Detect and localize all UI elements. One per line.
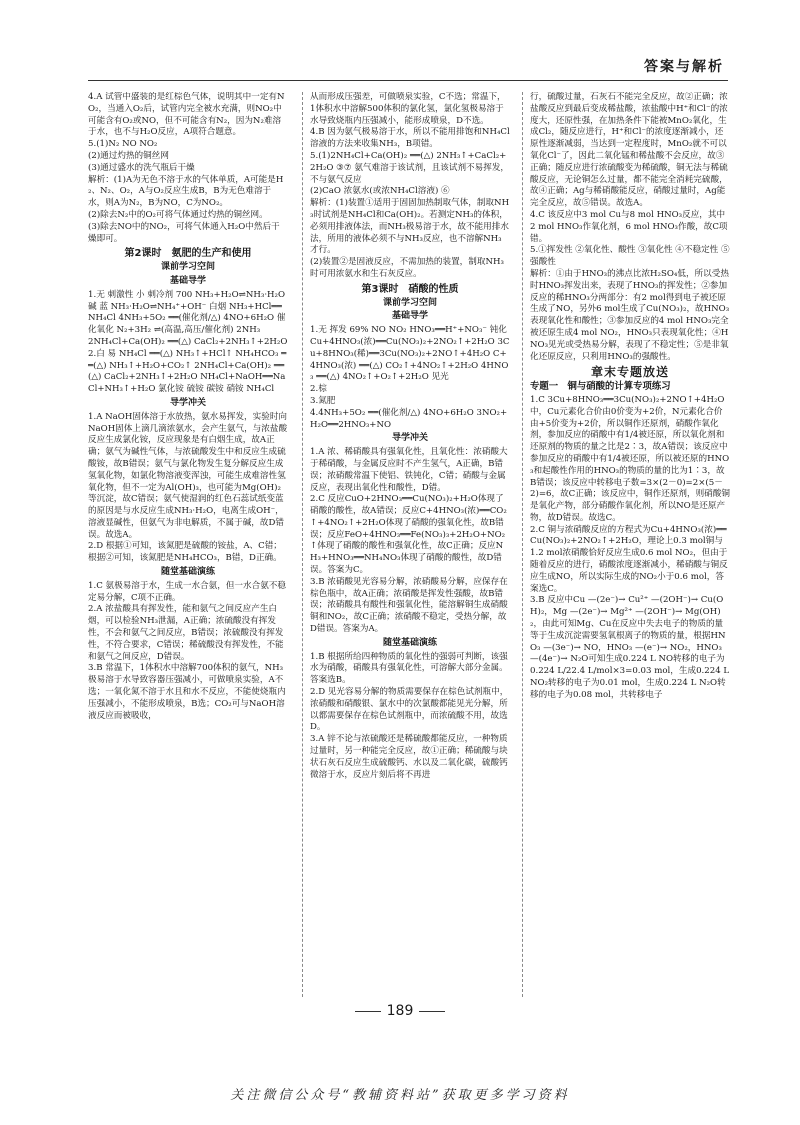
answer-paragraph: 4.B 因为氨气极易溶于水，所以不能用排饱和NH₄Cl溶液的方法来收集NH₃，B项错。 bbox=[310, 127, 510, 150]
page-number-dash bbox=[355, 1011, 381, 1012]
section-heading: 课前学习空间 bbox=[382, 297, 437, 308]
lesson-heading: 第3课时 硝酸的性质 bbox=[361, 283, 459, 295]
section-heading: 课前学习空间 bbox=[160, 262, 215, 273]
answer-paragraph: 1.无 挥发 69% NO NO₂ HNO₃══H⁺+NO₃⁻ 钝化 Cu+4HNO₃(浓)══Cu(NO₃)₂+2NO₂↑+2H₂O 3Cu+8HNO₃(稀)══3Cu(NO₃)₂+2NO↑+4H₂O C+4HNO₃(浓) ══(△) CO₂↑+4NO₂↑+2H₂O 4HNO₃ ══(△) 4NO₂↑+O₂↑+2H₂O 见光 bbox=[310, 325, 510, 383]
answer-paragraph: 4.4NH₃+5O₂ ══(催化剂/△) 4NO+6H₂O 3NO₂+H₂O══2HNO₃+NO bbox=[310, 407, 508, 430]
section-heading: 导学冲关 bbox=[391, 433, 428, 444]
answer-paragraph: (3)除去NO中的NO₂，可将气体通入H₂O中然后干燥即可。 bbox=[88, 221, 280, 244]
answer-paragraph: 5.(1)2NH₄Cl+Ca(OH)₂ ══(△) 2NH₃↑+CaCl₂+2H₂O ③⑦ 氨气难溶于该试剂，且该试剂不易挥发，不与氨气反应 bbox=[310, 150, 510, 185]
chapter-heading: 章末专题放送 bbox=[590, 365, 669, 380]
footer-note: 关注微信公众号“教辅资料站”获取更多学习资料 bbox=[230, 1088, 570, 1103]
answer-paragraph: 2NH₄Cl+Ca(OH)₂ ══(△) CaCl₂+2NH₃↑+2H₂O bbox=[88, 336, 288, 347]
answer-paragraph: 3.A 锌不论与浓硫酸还是稀硫酸都能反应，一种物质过量时，另一种能完全反应，故①正确；稀硫酸与块状石灰石反应生成硫酸钙、水以及二氧化碳，硫酸钙微溶于水，反应片刻后将不再进 bbox=[310, 734, 508, 780]
answer-paragraph: (3)通过盛水的洗气瓶后干燥 bbox=[88, 162, 195, 173]
answer-paragraph: 1.A 浓、稀硝酸具有强氧化性，且氧化性：浓硝酸大于稀硝酸，与金属反应时不产生氢气，A正确，B错误；浓硝酸常温下使铝、铁钝化，C错；硝酸与金属反应，表现出氧化性和酸性，D错。 bbox=[310, 447, 508, 493]
answer-paragraph: 2.棕 bbox=[310, 384, 327, 395]
header-title: 答案与解析 bbox=[644, 59, 724, 75]
answer-paragraph: 行，硫酸过量，石灰石不能完全反应，故②正确；浓盐酸反应到最后变成稀盐酸，浓盐酸中H⁺和Cl⁻的浓度大，还原性强，在加热条件下能被MnO₂氧化，生成Cl₂，随反应进行，H⁺和Cl⁻的浓度逐渐减小，还原性逐渐减弱，当达到一定程度时，MnO₂就不可以氧化Cl⁻了，因此二氧化锰和稀盐酸不会反应，故③正确；随反应进行浓硫酸变为稀硫酸，铜无法与稀硫酸反应，无论铜怎么过量，都不能完全消耗完硫酸，故④正确；Ag与稀硝酸能反应，硝酸过量时，Ag能完全反应，故⑤错误。故选A。 bbox=[530, 92, 728, 209]
page-number bbox=[0, 1003, 800, 1019]
answer-paragraph: 解析：(1)A为无色不溶于水的气体单质，A可能是H₂、N₂、O₂，A与O₂反应生成B，B为无色难溶于水，则A为N₂，B为NO，C为NO₂。 bbox=[88, 174, 284, 209]
answer-paragraph: 4.A 试管中盛装的是红棕色气体，说明其中一定有NO₂，当通入O₂后，试管内完全被水充满，则NO₂中可能含有O₂或NO，但不可能含有N₂，因为N₂难溶于水，也不与H₂O反应，A项符合题意。 bbox=[88, 92, 285, 138]
answer-paragraph: (2)除去N₂中的O₂可将气体通过灼热的铜丝网。 bbox=[88, 209, 268, 220]
column-divider bbox=[302, 92, 303, 997]
answer-paragraph: 2.C 铜与浓硝酸反应的方程式为Cu+4HNO₃(浓)══Cu(NO₃)₂+2NO₂↑+2H₂O，理论上0.3 mol铜与1.2 mol浓硝酸恰好反应生成0.6 mol NO₂，但由于随着反应的进行，硝酸浓度逐渐减小，稀硝酸与铜反应生成NO，所以实际生成的NO₂小于0.6 mol，答案选C。 bbox=[530, 524, 728, 594]
answer-paragraph: 1.C 3Cu+8HNO₃══3Cu(NO₃)₂+2NO↑+4H₂O中，Cu元素化合价由0价变为+2价，N元素化合价由+5价变为+2价，所以铜作还原剂，硝酸作氧化剂，参加反应的硝酸中有1/4被还原，所以氧化剂和还原剂的物质的量之比是2∶3，故A错误；该反应中参加反应的硝酸中有1/4被还原，所以被还原的HNO₃和起酸性作用的HNO₃的物质的量的比为1∶3，故B错误；该反应中转移电子数=3×(2－0)=2×(5－2)=6，故C正确；该反应中，铜作还原剂，则硝酸铜是氧化产物，部分硝酸作氧化剂，所以NO是还原产物，故D错误。故选C。 bbox=[530, 394, 730, 523]
answer-paragraph: 1.A NaOH固体溶于水放热，氨水易挥发，实验时向NaOH固体上滴几滴浓氨水，会产生氨气，与浓盐酸反应生成氯化铵，反应现象是有白烟生成，故A正确；氨气为碱性气体，与浓硫酸发生中和反应生成硫酸铵，故B错误；氨气与氯化物发生复分解反应生成氢氧化物，如氯化物溶液变浑浊，可能生成难溶性氢氧化物，但不一定为Al(OH)₃，也可能为Mg(OH)₂等沉淀，故C错误；氨气使湿润的红色石蕊试纸变蓝的原因是与水反应生成NH₃·H₂O，电离生成OH⁻，溶液显碱性，但氨气为非电解质，不属于碱，故D错误。故选A。 bbox=[88, 411, 288, 540]
answer-paragraph: 2.白 易 NH₄Cl ══(△) NH₃↑+HCl↑ NH₄HCO₃ ══(△) NH₃↑+H₂O+CO₂↑ 2NH₄Cl+Ca(OH)₂ ══(△) CaCl₂+2NH₃↑+2H₂O NH₄Cl+NaOH══NaCl+NH₃↑+H₂O 氯化铵 硫铵 碳铵 硝铵 NH₄Cl bbox=[88, 348, 287, 395]
lesson-heading: 第2课时 氨肥的生产和使用 bbox=[124, 248, 252, 260]
page-number-dash bbox=[419, 1011, 445, 1012]
page-header bbox=[88, 56, 728, 81]
answer-paragraph: 3.氮肥 bbox=[310, 395, 336, 406]
answer-paragraph: 3.B 常温下，1体积水中溶解700体积的氨气，NH₃极易溶于水导致容器压强减小，可做喷泉实验，A不选；一氧化氮不溶于水且和水不反应，不能使烧瓶内压强减小，不能形成喷泉，B选；CO₂可与NaOH溶液反应而被吸收， bbox=[88, 663, 286, 721]
topic-heading: 专题一 铜与硝酸的计算专项练习 bbox=[530, 381, 671, 393]
answer-paragraph: 从而形成压强差，可做喷泉实验，C不选；常温下，1体积水中溶解500体积的氯化氢，氯化氢极易溶于水导致烧瓶内压强减小，能形成喷泉，D不选。 bbox=[310, 92, 506, 126]
answer-paragraph: 2.A 浓盐酸具有挥发性，能和氨气之间反应产生白烟，可以检验NH₃泄漏，A正确；浓硫酸没有挥发性，不会和氨气之间反应，B错误；浓硫酸没有挥发性，不符合要求，C错误；稀硫酸没有挥发性，不能和氨气之间反应，D错误。 bbox=[88, 604, 284, 662]
answer-paragraph: 2.D 根据①可知，该氮肥是硫酸的铵盐，A、C错；根据②可知，该氮肥是NH₄HCO₃，B错，D正确。 bbox=[88, 541, 282, 564]
answer-paragraph: 5.①挥发性 ②氧化性、酸性 ③氧化性 ④不稳定性 ⑤强酸性 bbox=[530, 245, 730, 268]
answer-paragraph: 4.C 该反应中3 mol Cu与8 mol HNO₃反应，其中2 mol HNO₃作氧化剂，6 mol HNO₃作酸，故C项错。 bbox=[530, 209, 728, 244]
answer-paragraph: 解析：(1)装置①适用于固固加热制取气体，制取NH₃时试剂是NH₄Cl和Ca(OH)₂。若测定NH₃的体积，必须用排液体法，而NH₃极易溶于水，故不能用排水法，所用的液体必须不与NH₃反应，也不溶解NH₃才行。 bbox=[310, 198, 510, 256]
column-left bbox=[88, 92, 288, 1012]
answer-paragraph: 2.C 反应CuO+2HNO₃══Cu(NO₃)₂+H₂O体现了硝酸的酸性，故A错误；反应C+4HNO₃(浓)══CO₂↑+4NO₂↑+2H₂O体现了硝酸的强氧化性，故B错误；反应FeO+4HNO₃══Fe(NO₃)₃+2H₂O+NO₂↑体现了硝酸的酸性和强氧化性，故C正确；反应NH₃+HNO₃══NH₄NO₃体现了硝酸的酸性，故D错误。答案为C。 bbox=[310, 494, 507, 576]
column-middle bbox=[310, 92, 510, 1012]
column-right bbox=[530, 92, 730, 1012]
answer-paragraph: 1.B 根据所给四种物质的氧化性的强弱可判断，该强水为硝酸，硝酸具有强氧化性，可溶解大部分金属。答案选B。 bbox=[310, 651, 508, 686]
section-heading: 随堂基础演练 bbox=[382, 637, 437, 648]
answer-paragraph: 2.D 见光容易分解的物质需要保存在棕色试剂瓶中，浓硝酸和硝酸银、氯水中的次氯酸都能见光分解，所以都需要保存在棕色试剂瓶中，而浓硫酸不用，故选D。 bbox=[310, 687, 509, 733]
section-heading: 基础导学 bbox=[391, 311, 428, 322]
answer-paragraph: 1.C 氨极易溶于水，生成一水合氨，但一水合氨不稳定易分解，C项不正确。 bbox=[88, 580, 286, 603]
page-number-text: 189 bbox=[386, 1003, 414, 1019]
answer-paragraph: (2)通过灼热的铜丝网 bbox=[88, 150, 169, 161]
column-divider bbox=[522, 92, 523, 997]
answer-paragraph: 1.无 刺激性 小 刺冷剂 700 NH₃+H₂O⇌NH₃·H₂O 碱 蓝 NH₃·H₂O⇌NH₄⁺+OH⁻ 白烟 NH₃+HCl══NH₄Cl 4NH₃+5O₂ ══(催化剂/△) 4NO+6H₂O 催化氧化 N₂+3H₂ ⇌(高温,高压/催化剂) 2NH₃ bbox=[88, 289, 286, 336]
answer-paragraph: 解析：①由于HNO₃的沸点比浓H₂SO₄低，所以受热时HNO₃挥发出来，表现了HNO₃的挥发性；②参加反应的稀HNO₃分两部分：有2 mol得到电子被还原生成了NO，另外6 mol生成了Cu(NO₃)₂，故HNO₃表现氧化性和酸性；③参加反应的4 mol HNO₃完全被还原生成4 mol NO₂，HNO₃只表现氧化性；④HNO₃见光或受热易分解，表现了不稳定性；⑤是非氧化还原反应，只利用HNO₃的强酸性。 bbox=[530, 268, 730, 362]
section-heading: 基础导学 bbox=[169, 275, 206, 286]
answer-paragraph: (2)装置②是固液反应，不需加热的装置，制取NH₃时可用浓氨水和生石灰反应。 bbox=[310, 257, 504, 279]
answer-paragraph: 3.B 浓硝酸见光容易分解，浓硝酸易分解，应保存在棕色瓶中，故A正确；浓硝酸是挥发性强酸，故B错误；浓硝酸具有酸性和强氧化性，能溶解铜生成硝酸铜和NO₂，故C正确；浓硝酸不稳定，受热分解，故D错误。答案为A。 bbox=[310, 576, 508, 635]
answer-paragraph: 3.B 反应中Cu —(2e⁻)→ Cu²⁺ —(2OH⁻)→ Cu(OH)₂，Mg —(2e⁻)→ Mg²⁺ —(2OH⁻)→ Mg(OH)₂，由此可知Mg、Cu在反应中失去电子的物质的量等于生成沉淀需要氢氧根离子的物质的量，根据HNO₃ —(3e⁻)→ NO，HNO₃ —(e⁻)→ NO₂，HNO₃ —(4e⁻)→ N₂O可知生成0.224 L NO转移的电子为0.224 L/22.4 L/mol×3=0.03 mol，生成0.224 L NO₂转移的电子为0.01 mol，生成0.224 L N₂O转移的电子为0.08 mol，共转移电子 bbox=[530, 595, 730, 700]
answer-paragraph: (2)CaO 浓氨水(或浓NH₄Cl溶液) ⑥ bbox=[310, 186, 450, 197]
section-heading: 导学冲关 bbox=[169, 397, 206, 408]
answer-paragraph: 5.(1)N₂ NO NO₂ bbox=[88, 139, 158, 150]
section-heading: 随堂基础演练 bbox=[160, 567, 215, 578]
